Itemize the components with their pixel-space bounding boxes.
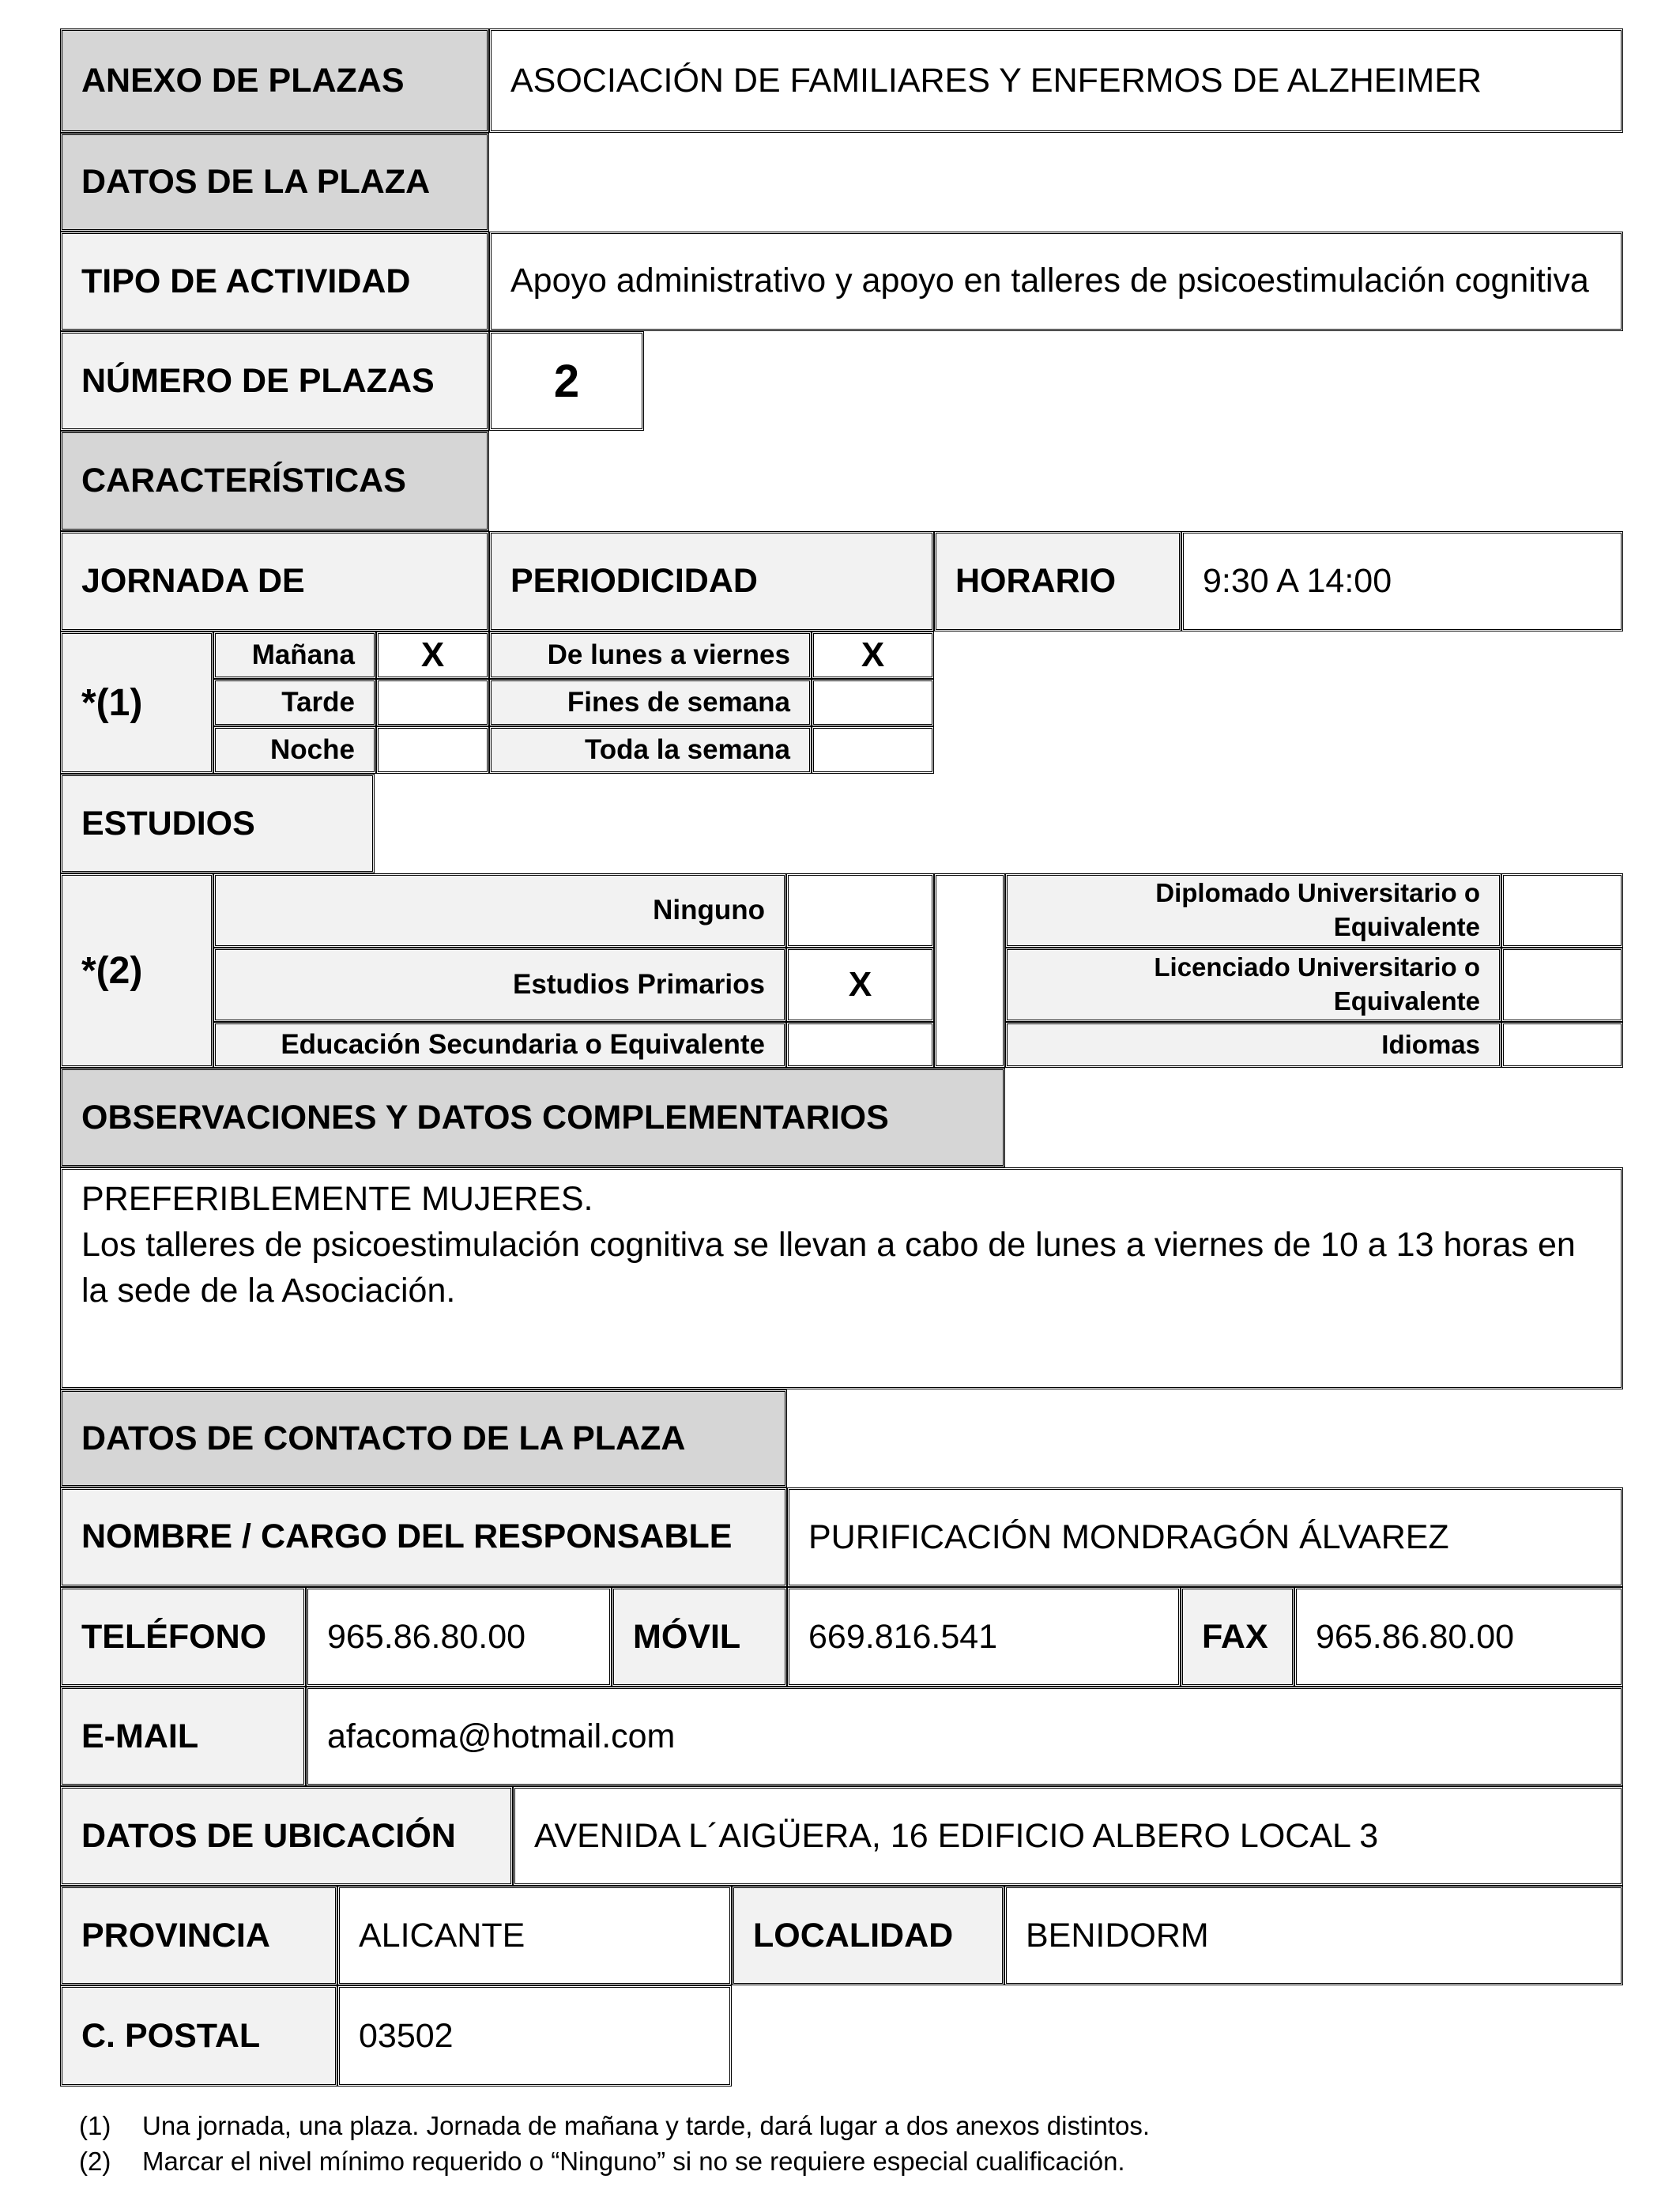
jornada-check-manana[interactable]: X	[376, 631, 489, 679]
observaciones-line-1: PREFERIBLEMENTE MUJERES.	[81, 1180, 593, 1218]
periodicidad-check-toda-semana[interactable]	[812, 726, 934, 774]
email-value: afacoma@hotmail.com	[306, 1687, 1623, 1786]
estudios-check-diplomado[interactable]	[1501, 873, 1623, 948]
provincia-label: PROVINCIA	[60, 1886, 337, 1985]
organization-name: ASOCIACIÓN DE FAMILIARES Y ENFERMOS DE ALZHEIMER	[489, 28, 1623, 133]
telefono-label: TELÉFONO	[60, 1587, 306, 1687]
localidad-label: LOCALIDAD	[732, 1886, 1004, 1985]
estudios-option-secundaria: Educación Secundaria o Equivalente	[213, 1022, 786, 1068]
localidad-value: BENIDORM	[1004, 1886, 1623, 1985]
estudios-check-ninguno[interactable]	[786, 873, 934, 948]
jornada-option-tarde: Tarde	[213, 679, 376, 726]
footnote-1-number: (1)	[79, 2111, 111, 2140]
estudios-option-diplomado: Diplomado Universitario o Equivalente	[1005, 873, 1501, 948]
jornada-option-noche: Noche	[213, 726, 376, 774]
places-count-label: NÚMERO DE PLAZAS	[60, 331, 489, 431]
telefono-value: 965.86.80.00	[306, 1587, 612, 1687]
responsable-value: PURIFICACIÓN MONDRAGÓN ÁLVAREZ	[787, 1487, 1623, 1587]
footnote-1	[79, 2111, 1580, 2143]
section-datos-contacto: DATOS DE CONTACTO DE LA PLAZA	[60, 1389, 787, 1487]
estudios-option-primarios: Estudios Primarios	[213, 948, 786, 1022]
jornada-check-noche[interactable]	[376, 726, 489, 774]
periodicidad-check-fines-semana[interactable]	[812, 679, 934, 726]
jornada-label: JORNADA DE	[60, 531, 489, 631]
jornada-option-manana: Mañana	[213, 631, 376, 679]
section-estudios: ESTUDIOS	[60, 774, 375, 873]
estudios-option-idiomas: Idiomas	[1005, 1022, 1501, 1068]
footnote-2-text: Marcar el nivel mínimo requerido o “Ninguno” si no se requiere especial cualificación.	[142, 2147, 1125, 2176]
fax-label: FAX	[1181, 1587, 1294, 1687]
estudios-check-primarios[interactable]: X	[786, 948, 934, 1022]
section-caracteristicas: CARACTERÍSTICAS	[60, 431, 489, 531]
note-marker-1: *(1)	[60, 631, 213, 774]
periodicidad-option-toda-semana: Toda la semana	[489, 726, 812, 774]
observaciones-text	[60, 1167, 1623, 1389]
jornada-check-tarde[interactable]	[376, 679, 489, 726]
footnote-1-text: Una jornada, una plaza. Jornada de mañana y tarde, dará lugar a dos anexos distintos.	[142, 2111, 1150, 2140]
responsable-label: NOMBRE / CARGO DEL RESPONSABLE	[60, 1487, 787, 1587]
estudios-option-licenciado: Licenciado Universitario o Equivalente	[1005, 948, 1501, 1022]
movil-value: 669.816.541	[787, 1587, 1181, 1687]
section-observaciones: OBSERVACIONES Y DATOS COMPLEMENTARIOS	[60, 1068, 1005, 1167]
periodicidad-option-fines-semana: Fines de semana	[489, 679, 812, 726]
estudios-check-idiomas[interactable]	[1501, 1022, 1623, 1068]
observaciones-line-2: Los talleres de psicoestimulación cognitiva se llevan a cabo de lunes a viernes de 10 a 13 horas en la sede de la Asociación.	[81, 1226, 1576, 1310]
annex-label: ANEXO DE PLAZAS	[60, 28, 489, 133]
ubicacion-label: DATOS DE UBICACIÓN	[60, 1786, 513, 1886]
horario-label: HORARIO	[934, 531, 1181, 631]
periodicidad-option-lunes-viernes: De lunes a viernes	[489, 631, 812, 679]
movil-label: MÓVIL	[612, 1587, 787, 1687]
periodicidad-check-lunes-viernes[interactable]: X	[812, 631, 934, 679]
email-label: E-MAIL	[60, 1687, 306, 1786]
horario-value: 9:30 A 14:00	[1181, 531, 1623, 631]
ubicacion-value: AVENIDA L´AIGÜERA, 16 EDIFICIO ALBERO LOCAL 3	[513, 1786, 1623, 1886]
places-count-value: 2	[489, 331, 644, 431]
fax-value: 965.86.80.00	[1294, 1587, 1623, 1687]
postal-code-label: C. POSTAL	[60, 1985, 337, 2087]
footnote-2	[79, 2147, 1580, 2178]
estudios-check-secundaria[interactable]	[786, 1022, 934, 1068]
estudios-check-licenciado[interactable]	[1501, 948, 1623, 1022]
estudios-option-ninguno: Ninguno	[213, 873, 786, 948]
periodicidad-label: PERIODICIDAD	[489, 531, 934, 631]
note-marker-2: *(2)	[60, 873, 213, 1068]
activity-type-label: TIPO DE ACTIVIDAD	[60, 232, 489, 331]
section-datos-plaza: DATOS DE LA PLAZA	[60, 133, 489, 232]
estudios-spacer-column	[934, 873, 1005, 1068]
postal-code-value: 03502	[337, 1985, 732, 2087]
activity-type-value: Apoyo administrativo y apoyo en talleres de psicoestimulación cognitiva	[489, 232, 1623, 331]
provincia-value: ALICANTE	[337, 1886, 732, 1985]
footnote-2-number: (2)	[79, 2147, 111, 2176]
